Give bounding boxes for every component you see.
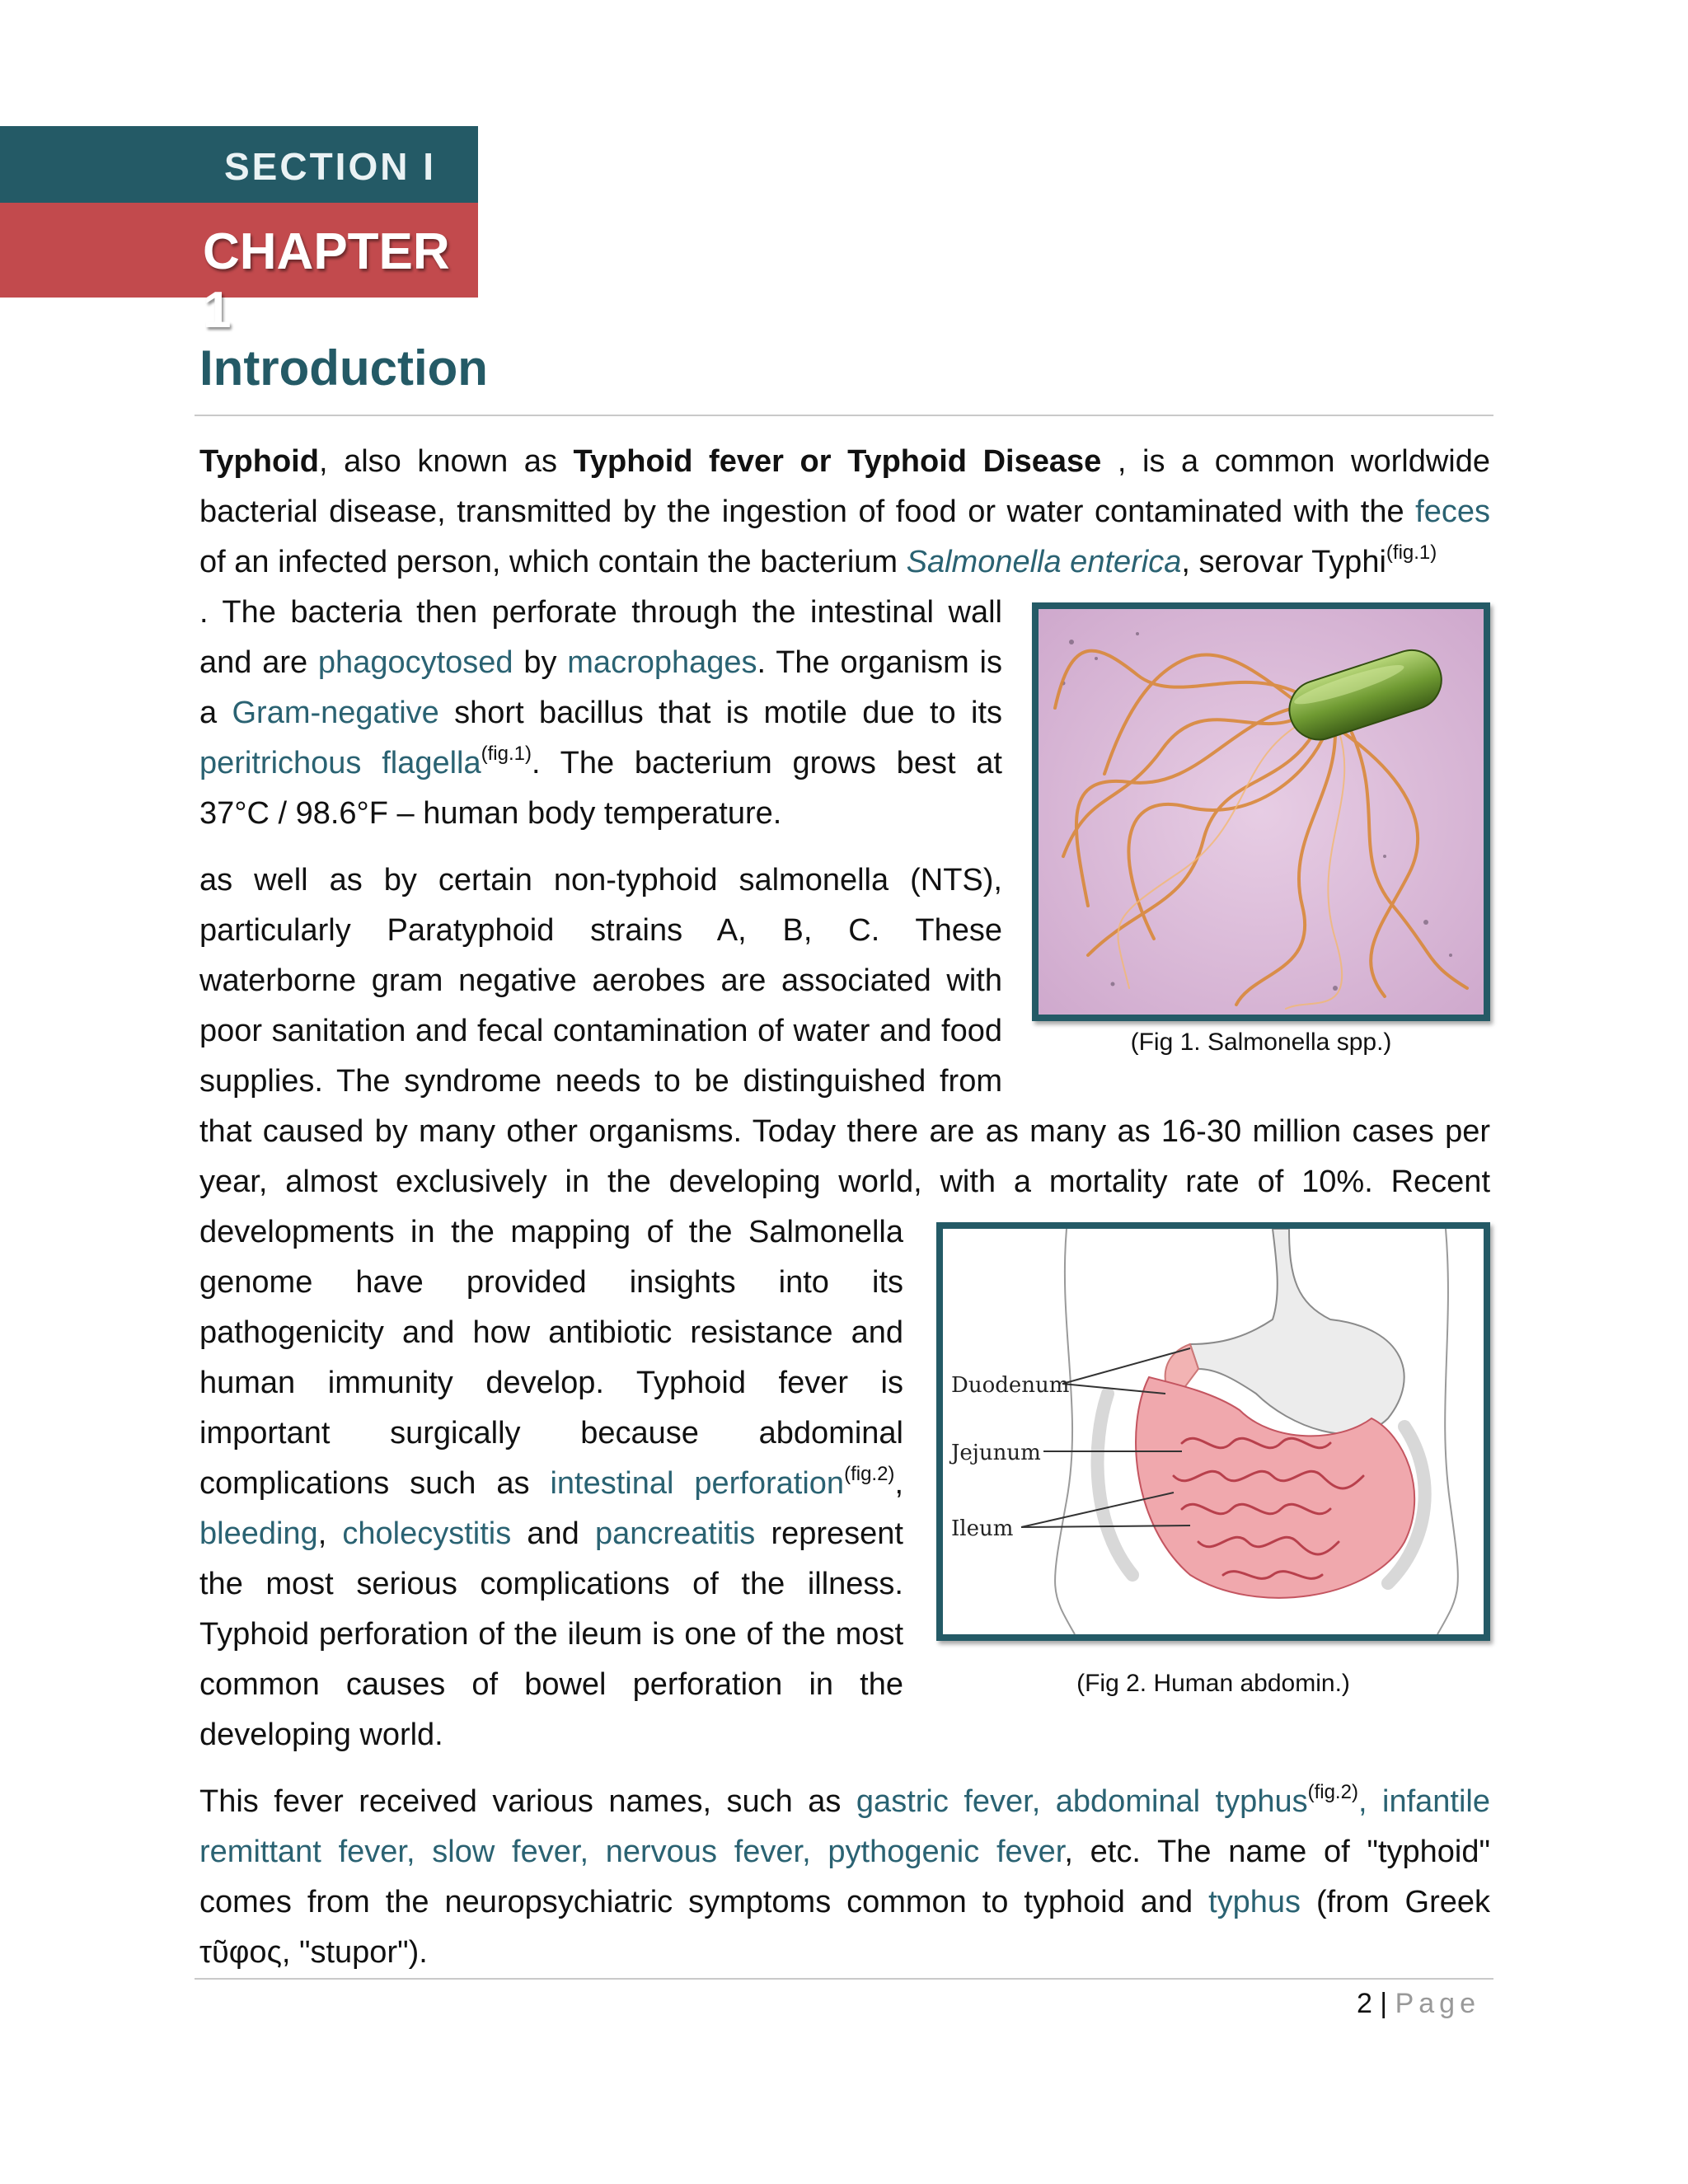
section-label: SECTION I bbox=[224, 145, 437, 188]
text: , also known as bbox=[318, 444, 574, 479]
link-pancreatitis[interactable]: pancreatitis bbox=[594, 1516, 756, 1551]
label-jejunum: Jejunum bbox=[951, 1441, 1041, 1465]
link-peritrichous-flagella[interactable]: peritrichous flagella bbox=[199, 746, 481, 780]
link-gastric-fever[interactable]: gastric fever, abdominal typhus bbox=[856, 1784, 1308, 1819]
figure-salmonella bbox=[1032, 602, 1490, 1021]
text: , bbox=[894, 1466, 903, 1501]
link-bleeding[interactable]: bleeding bbox=[199, 1516, 318, 1551]
footer-divider bbox=[195, 1978, 1493, 1980]
link-macrophages[interactable]: macrophages bbox=[567, 645, 757, 680]
fig-ref: (fig.2) bbox=[844, 1463, 895, 1485]
salmonella-image bbox=[1039, 609, 1484, 1015]
text: . The organism is a bbox=[199, 645, 1002, 730]
fig-ref: (fig.1) bbox=[1386, 541, 1437, 564]
text: and bbox=[511, 1516, 595, 1551]
term-typhoid-fever: Typhoid fever or Typhoid Disease bbox=[573, 444, 1102, 479]
paragraph-3 bbox=[199, 1777, 1490, 1978]
link-fever-names[interactable]: , infantile remittant fever, slow fever, nervous fever, pythogenic fever bbox=[199, 1784, 1490, 1869]
text: by bbox=[513, 645, 568, 680]
text: (from Greek τῦφος, "stupor"). bbox=[199, 1885, 1490, 1970]
paragraph-1 bbox=[199, 437, 1490, 588]
text: , is a common worldwide bacterial disease, transmitted by the ingestion of food or water contaminated with the bbox=[199, 444, 1491, 529]
chapter-label: CHAPTER 1 bbox=[203, 223, 450, 339]
link-gram-negative[interactable]: Gram-negative bbox=[232, 696, 439, 730]
link-phagocytosed[interactable]: phagocytosed bbox=[317, 645, 513, 680]
figure-2-caption: (Fig 2. Human abdomin.) bbox=[1076, 1670, 1350, 1697]
section-banner bbox=[0, 126, 478, 203]
text: represent the most serious complications of the illness. Typhoid perforation of the ileum is one of the most common causes of bowel perforation in the developing world. bbox=[199, 1516, 903, 1752]
link-feces[interactable]: feces bbox=[1415, 494, 1490, 529]
page-title: Introduction bbox=[199, 340, 488, 396]
link-typhus[interactable]: typhus bbox=[1208, 1885, 1301, 1919]
label-duodenum: Duodenum bbox=[951, 1373, 1070, 1398]
label-ileum: Ileum bbox=[951, 1516, 1014, 1541]
text: short bacillus that is motile due to its bbox=[438, 696, 1002, 730]
body-text bbox=[199, 437, 1490, 1978]
figure-1-caption: (Fig 1. Salmonella spp.) bbox=[1130, 1029, 1392, 1056]
text: . The bacteria then perforate through the intestinal wall and are bbox=[199, 595, 1002, 680]
page-word: Page bbox=[1395, 1988, 1480, 2019]
text: . The bacterium grows best at 37°C / 98.6°F – human body temperature. bbox=[199, 746, 1002, 831]
link-cholecystitis[interactable]: cholecystitis bbox=[342, 1516, 512, 1551]
page-number: 2 bbox=[1356, 1988, 1372, 2019]
footer-separator: | bbox=[1372, 1988, 1395, 2019]
link-intestinal-perforation[interactable]: intestinal perforation bbox=[550, 1466, 845, 1501]
term-typhoid: Typhoid bbox=[199, 444, 319, 479]
text: as well as by certain non-typhoid salmonella (NTS), particularly Paratyphoid strains A, B, C. These waterborne gram negative aerobes are associated with poor sanitation and fecal contamination of water and food supplies. The syndrome needs to be distinguished from that caused by many other organisms. Today there are as many as 16-30 million cases per year, almost exclusively in the developing world, with a mortality rate of 10%. Recent developments bbox=[199, 863, 1490, 1249]
abdomen-image bbox=[943, 1229, 1484, 1634]
text: in the mapping of the Salmonella genome have provided insights into its pathogenicity and how antibiotic resistance and human immunity develop. Typhoid fever is important surgically because abdominal complications such as bbox=[199, 1215, 903, 1501]
fig-ref: (fig.1) bbox=[481, 743, 532, 765]
text: , bbox=[317, 1516, 343, 1551]
text: , serovar Typhi bbox=[1181, 545, 1386, 579]
fig-ref: (fig.2) bbox=[1307, 1781, 1358, 1803]
chapter-banner bbox=[0, 203, 478, 339]
title-divider bbox=[195, 415, 1493, 416]
page-footer bbox=[1357, 1988, 1480, 2020]
text: , etc. The name of "typhoid" comes from the neuropsychiatric symptoms common to typhoid and bbox=[199, 1835, 1490, 1919]
text: of an infected person, which contain the bacterium bbox=[199, 545, 907, 579]
link-salmonella-enterica[interactable]: Salmonella enterica bbox=[906, 545, 1182, 579]
figure-abdomen bbox=[936, 1222, 1490, 1641]
text: This fever received various names, such as bbox=[199, 1784, 856, 1819]
